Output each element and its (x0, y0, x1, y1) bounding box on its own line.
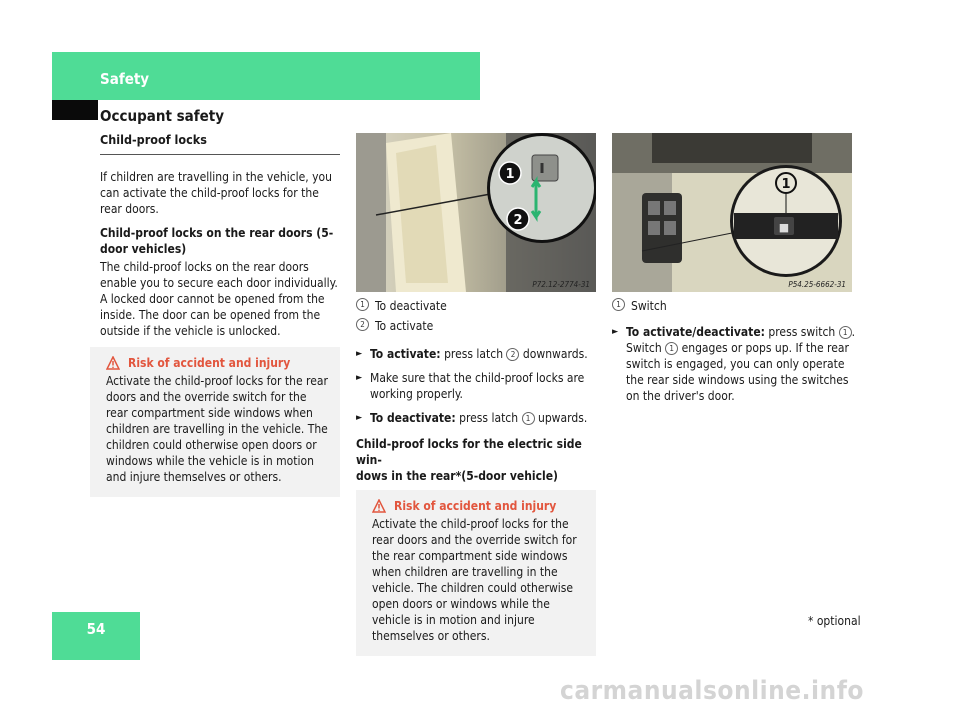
step-text: press latch (459, 411, 519, 425)
bullet-arrow-icon: ► (356, 349, 363, 359)
bullet-arrow-icon: ► (356, 413, 363, 423)
page-number: 54 (86, 620, 106, 638)
step-activate-deactivate (612, 324, 856, 404)
legend-number: 1 (612, 298, 625, 311)
step-label: To activate/deactivate: (626, 325, 765, 339)
warning-title-text: Risk of accident and injury (128, 356, 291, 370)
warning-title (372, 498, 586, 514)
step-check (356, 370, 600, 402)
warning-box (90, 347, 340, 497)
watermark-text: carmanualsonline.info (560, 676, 864, 706)
step-number: 1 (665, 342, 678, 355)
callout-1-label: 1 (505, 167, 515, 182)
bullet-arrow-icon: ► (612, 327, 619, 337)
legend-item (612, 298, 856, 314)
legend-number: 1 (356, 298, 369, 311)
intro-paragraph: If children are travelling in the vehicle, you can activate the child-proof locks for the rear doors. (100, 170, 332, 216)
heading-child-proof-locks: Child-proof locks (100, 132, 340, 155)
legend-text: Switch (631, 299, 667, 313)
door-lock-photo (356, 133, 596, 292)
step-text: downwards. (522, 347, 588, 361)
image-code: P54.25-6662-31 (788, 280, 846, 289)
image-code: P72.12-2774-31 (532, 280, 590, 289)
left-column (100, 132, 340, 497)
step-text: . Switch (626, 325, 856, 355)
step-label: To deactivate: (370, 411, 456, 425)
step-text: upwards. (537, 411, 588, 425)
step-activate (356, 346, 600, 362)
warning-title (106, 355, 330, 371)
subheading-rear-doors: Child-proof locks on the rear doors (5-door vehicles) (100, 226, 334, 256)
step-label: To activate: (370, 347, 441, 361)
window-switch-photo (612, 133, 852, 292)
warning-triangle-icon (106, 356, 120, 370)
subheading-side-windows (356, 436, 600, 484)
bullet-arrow-icon: ► (356, 373, 363, 383)
callout-1-label: 1 (781, 177, 791, 192)
legend-number: 2 (356, 318, 369, 331)
warning-text: Activate the child-proof locks for the rear doors and the override switch for the rear compartment side windows when children are travelling in the vehicle. The children could otherwise open doors or windows while the vehicle is in motion and injure themselves or others. (372, 517, 577, 643)
legend-text: To deactivate (375, 299, 447, 313)
section-marker (52, 100, 98, 120)
step-deactivate (356, 410, 600, 426)
legend-item (356, 318, 600, 334)
footnote-optional: * optional (808, 614, 861, 628)
callout-2-label: 2 (513, 213, 523, 228)
step-text: Make sure that the child-proof locks are working properly. (370, 371, 585, 401)
subheading-line: dows in the rear*(5-door vehicle) (356, 469, 558, 483)
legend-item (356, 298, 600, 314)
warning-triangle-icon (372, 499, 386, 513)
body-paragraph: The child-proof locks on the rear doors enable you to secure each door individually. A locked door cannot be opened from the inside. The door can be opened from the outside if the vehicle is unlocked. (100, 260, 338, 338)
subheading-line: Child-proof locks for the electric side win- (356, 437, 582, 467)
step-text: press switch (768, 325, 836, 339)
legend-text: To activate (375, 319, 434, 333)
right-column (612, 298, 856, 412)
svg-text:■: ■ (778, 221, 790, 234)
step-number: 1 (522, 412, 535, 425)
warning-title-text: Risk of accident and injury (394, 499, 557, 513)
step-text: press latch (444, 347, 504, 361)
middle-column (356, 298, 600, 656)
step-number: 2 (506, 348, 519, 361)
warning-text: Activate the child-proof locks for the rear doors and the override switch for the rear compartment side windows when children are travelling in the vehicle. The children could otherwise open doors or windows while the vehicle is in motion and injure themselves or others. (106, 374, 328, 484)
section-title: Occupant safety (100, 107, 225, 125)
step-text: engages or pops up. If the rear switch is engaged, you can only operate the rear side windows using the switches on the driver's door. (626, 341, 849, 403)
chapter-label: Safety (100, 70, 150, 88)
step-number: 1 (839, 326, 852, 339)
warning-box (356, 490, 596, 656)
